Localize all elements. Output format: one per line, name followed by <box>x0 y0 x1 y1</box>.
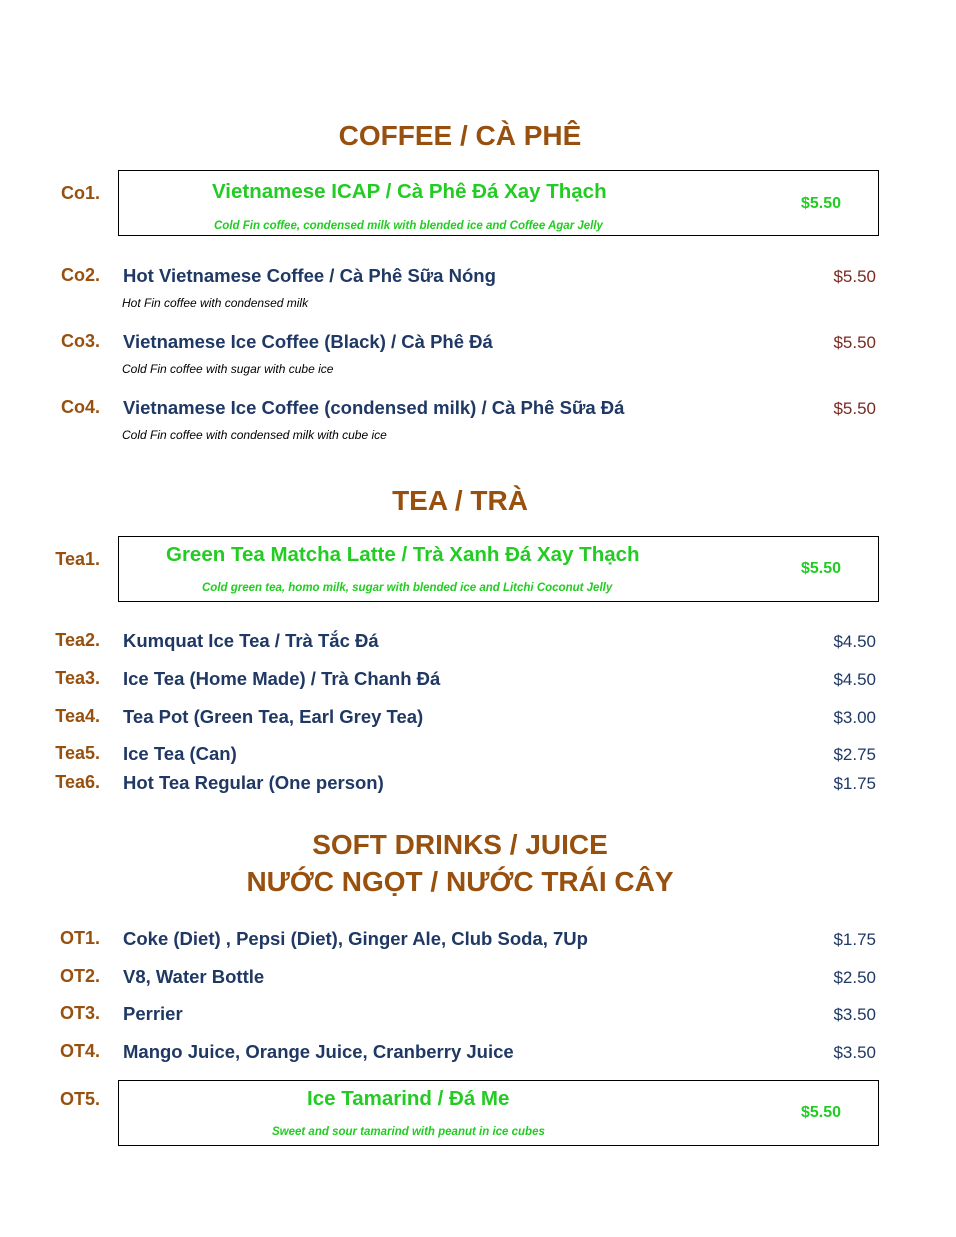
item-name-tea3: Ice Tea (Home Made) / Trà Chanh Đá <box>123 668 441 689</box>
item-code-co4: Co4. <box>60 397 100 417</box>
featured-item-tea1 <box>118 536 879 602</box>
item-code-ot2: OT2. <box>59 966 100 986</box>
featured-item-name: Vietnamese ICAP / Cà Phê Đá Xay Thạch <box>212 180 607 203</box>
soft-drinks-heading-line2: NƯỚC NGỌT / NƯỚC TRÁI CÂY <box>246 866 674 897</box>
item-price-tea5: $2.75 <box>833 745 876 764</box>
item-name-ot2: V8, Water Bottle <box>123 966 265 987</box>
item-code-tea6: Tea6. <box>55 772 100 792</box>
item-desc-co3: Cold Fin coffee with sugar with cube ice <box>122 362 334 376</box>
item-price-ot4: $3.50 <box>833 1043 876 1062</box>
item-name-co3: Vietnamese Ice Coffee (Black) / Cà Phê Đá <box>123 331 493 352</box>
item-code-tea5: Tea5. <box>55 743 100 763</box>
featured-item-price: $5.50 <box>800 195 841 212</box>
item-name-tea6: Hot Tea Regular (One person) <box>123 772 384 793</box>
item-code-tea4: Tea4. <box>55 706 100 726</box>
item-code-co1: Co1. <box>60 183 100 203</box>
item-price-tea3: $4.50 <box>833 670 876 689</box>
item-name-ot1: Coke (Diet) , Pepsi (Diet), Ginger Ale, Club Soda, 7Up <box>123 928 588 949</box>
item-code-ot3: OT3. <box>59 1003 100 1023</box>
item-code-tea3: Tea3. <box>55 668 100 688</box>
item-code-co3: Co3. <box>60 331 100 351</box>
item-price-ot3: $3.50 <box>833 1005 876 1024</box>
item-name-ot4: Mango Juice, Orange Juice, Cranberry Juice <box>123 1041 514 1062</box>
item-code-co2: Co2. <box>60 265 100 285</box>
item-name-tea4: Tea Pot (Green Tea, Earl Grey Tea) <box>123 706 424 727</box>
item-code-ot1: OT1. <box>59 928 100 948</box>
item-code-ot5: OT5. <box>59 1089 100 1109</box>
featured-item-price: $5.50 <box>800 1104 841 1121</box>
featured-item-desc: Cold green tea, homo milk, sugar with blended ice and Litchi Coconut Jelly <box>202 582 613 594</box>
item-price-co2: $5.50 <box>833 267 876 286</box>
item-price-tea2: $4.50 <box>833 632 876 651</box>
item-name-co4: Vietnamese Ice Coffee (condensed milk) / Cà Phê Sữa Đá <box>123 397 625 418</box>
featured-item-price: $5.50 <box>800 560 841 577</box>
item-name-ot3: Perrier <box>123 1003 183 1024</box>
item-price-tea6: $1.75 <box>833 774 876 793</box>
item-desc-co4: Cold Fin coffee with condensed milk with cube ice <box>122 428 387 442</box>
item-price-co3: $5.50 <box>833 333 876 352</box>
item-price-ot1: $1.75 <box>833 930 876 949</box>
item-price-tea4: $3.00 <box>833 708 876 727</box>
item-price-ot2: $2.50 <box>833 968 876 987</box>
featured-item-name: Green Tea Matcha Latte / Trà Xanh Đá Xay Thạch <box>166 543 640 566</box>
item-code-tea2: Tea2. <box>55 630 100 650</box>
featured-item-co1 <box>118 170 879 236</box>
featured-item-desc: Cold Fin coffee, condensed milk with blended ice and Coffee Agar Jelly <box>214 220 603 232</box>
item-code-tea1: Tea1. <box>55 549 100 569</box>
item-code-ot4: OT4. <box>59 1041 100 1061</box>
coffee-heading: COFFEE / CÀ PHÊ <box>338 120 582 151</box>
item-price-co4: $5.50 <box>833 399 876 418</box>
item-desc-co2: Hot Fin coffee with condensed milk <box>122 296 309 310</box>
soft-drinks-heading-line1: SOFT DRINKS / JUICE <box>312 829 608 860</box>
featured-item-ot5 <box>118 1080 879 1146</box>
item-name-tea2: Kumquat Ice Tea / Trà Tắc Đá <box>123 630 379 651</box>
item-name-tea5: Ice Tea (Can) <box>123 743 237 764</box>
featured-item-name: Ice Tamarind / Đá Me <box>307 1087 510 1110</box>
featured-item-desc: Sweet and sour tamarind with peanut in ice cubes <box>272 1126 545 1138</box>
item-name-co2: Hot Vietnamese Coffee / Cà Phê Sữa Nóng <box>123 265 496 286</box>
tea-heading: TEA / TRÀ <box>392 485 528 516</box>
